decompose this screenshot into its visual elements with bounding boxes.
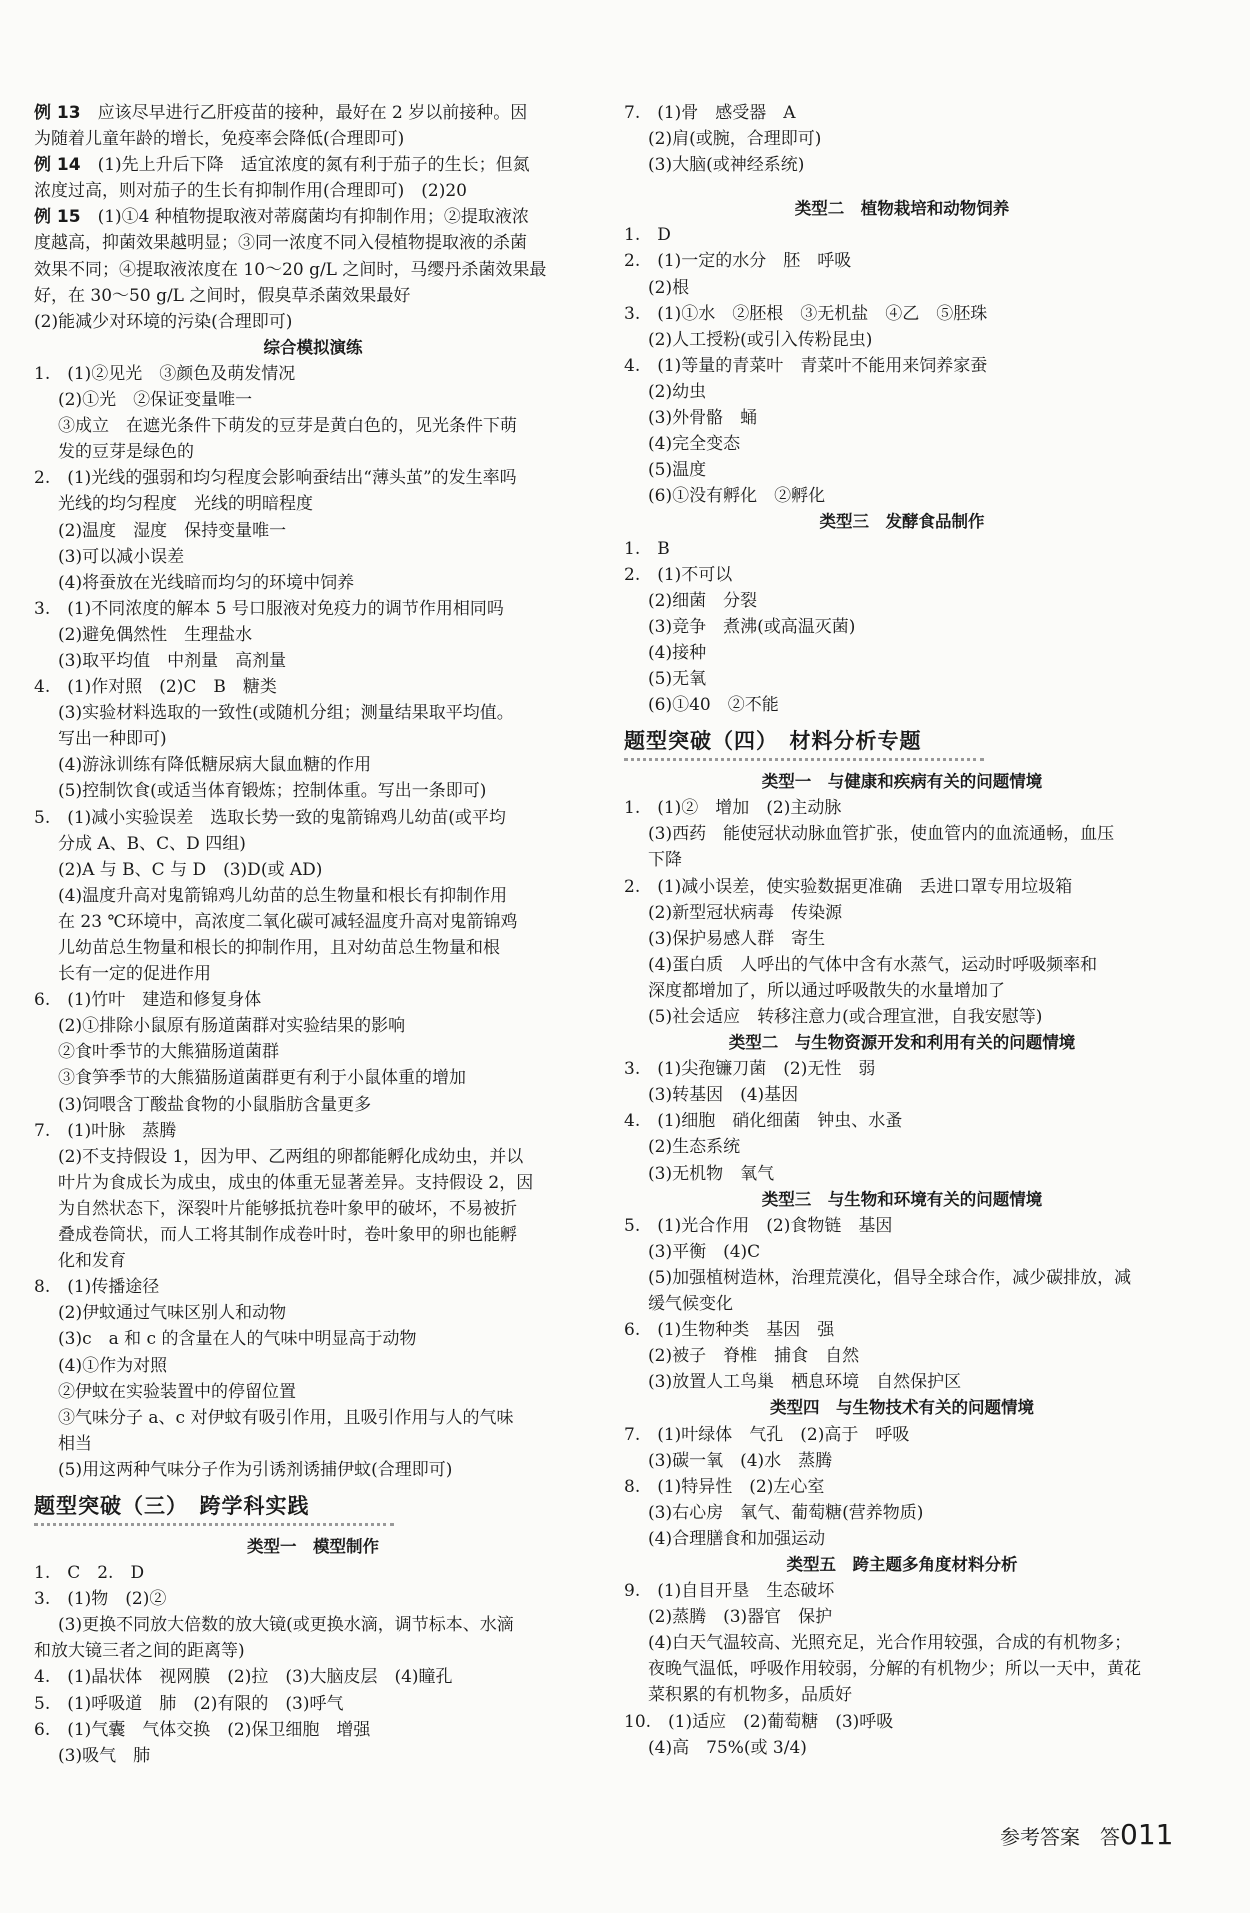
answer-subline: (6)①40 ②不能 [648, 695, 779, 716]
answer-subline: (4)白天气温较高、光照充足，光合作用较强，合成的有机物多； [648, 1633, 1132, 1654]
answer-line: 5. (1)减小实验误差 选取长势一致的鬼箭锦鸡儿幼苗(或平均 [34, 807, 506, 828]
answer-line: 6. (1)气囊 气体交换 (2)保卫细胞 增强 [34, 1719, 371, 1740]
answer-subline: (3)右心房 氧气、葡萄糖(营养物质) [648, 1502, 924, 1523]
answer-subline: 为自然状态下，深裂叶片能够抵抗卷叶象甲的破坏，不易被折 [58, 1198, 517, 1219]
answer-line: 8. (1)传播途径 [34, 1277, 160, 1298]
answer-subline: (4)温度升高对鬼箭锦鸡儿幼苗的总生物量和根长有抑制作用 [58, 885, 508, 906]
answer-subline: ③食笋季节的大熊猫肠道菌群更有利于小鼠体重的增加 [58, 1068, 466, 1089]
footer-label: 参考答案 答 [1000, 1825, 1120, 1849]
answer-line: 1. (1)② 增加 (2)主动脉 [624, 798, 842, 819]
answer-subline: 下降 [648, 850, 682, 871]
answer-subline: (3)西药 能使冠状动脉血管扩张，使血管内的血流通畅，血压 [648, 824, 1115, 845]
answer-subline: ③气味分子 a、c 对伊蚊有吸引作用，且吸引作用与人的气味 [58, 1407, 514, 1428]
page-footer [1000, 1818, 1173, 1851]
answer-line: 1. B [624, 538, 670, 559]
answer-subline: (2)肩(或腕，合理即可) [648, 129, 822, 150]
answer-subline: (3)饲喂含丁酸盐食物的小鼠脂肪含量更多 [58, 1094, 372, 1115]
answer-line: 3. (1)尖孢镰刀菌 (2)无性 弱 [624, 1059, 876, 1080]
answer-line: 3. (1)①水 ②胚根 ③无机盐 ④乙 ⑤胚珠 [624, 303, 988, 324]
answer-subline: (2)A 与 B、C 与 D (3)D(或 AD) [58, 859, 323, 880]
answer-subline: (3)无机物 氧气 [648, 1163, 775, 1184]
page-number: 011 [1120, 1818, 1174, 1851]
answer-line: 2. (1)不可以 [624, 564, 733, 585]
answer-subline: 叠成卷筒状，而人工将其制作成卷叶时，卷叶象甲的卵也能孵 [58, 1225, 517, 1246]
answer-subline: (4)蛋白质 人呼出的气体中含有水蒸气，运动时呼吸频率和 [648, 954, 1098, 975]
answer-line: 例 15 (1)①4 种植物提取液对蒂腐菌均有抑制作用；②提取液浓 [34, 207, 529, 228]
answer-line: 1. D [624, 225, 671, 246]
answer-subline: (4)①作为对照 [58, 1355, 168, 1376]
answer-subline: (3)取平均值 中剂量 高剂量 [58, 650, 287, 671]
answer-subline: (3)平衡 (4)C [648, 1241, 761, 1262]
answer-line: 4. (1)细胞 硝化细菌 钟虫、水蚤 [624, 1111, 903, 1132]
answer-line: 8. (1)特异性 (2)左心室 [624, 1476, 825, 1497]
answer-subline: ③成立 在遮光条件下萌发的豆芽是黄白色的，见光条件下萌 [58, 416, 517, 437]
answer-subline: (2)人工授粉(或引入传粉昆虫) [648, 329, 873, 350]
right-column [624, 100, 1180, 1761]
section-heading: 题型突破（四） 材料分析专题 [624, 724, 984, 761]
answer-subline: (3)吸气 肺 [58, 1745, 151, 1766]
answer-subline: (2)不支持假设 1，因为甲、乙两组的卵都能孵化成幼虫，并以 [58, 1146, 524, 1167]
subsection-heading: 类型二 植物栽培和动物饲养 [794, 199, 1010, 219]
answer-line: 7. (1)骨 感受器 A [624, 103, 796, 123]
answer-subline: 叶片为食成长为成虫，成虫的体重无显著差异。支持假设 2，因 [58, 1172, 534, 1193]
answer-subline: (2)幼虫 [648, 381, 707, 402]
answer-subline: 写出一种即可) [58, 729, 167, 750]
answer-subline: (4)游泳训练有降低糖尿病大鼠血糖的作用 [58, 755, 372, 776]
answer-line: 7. (1)叶脉 蒸腾 [34, 1120, 177, 1141]
answer-line: 效果不同；④提取液浓度在 10～20 g/L 之间时，马缨丹杀菌效果最 [34, 259, 547, 280]
answer-line: 6. (1)竹叶 建造和修复身体 [34, 990, 262, 1011]
answer-line: 3. (1)不同浓度的解本 5 号口服液对免疫力的调节作用相同吗 [34, 598, 504, 619]
answer-subline: (4)将蚕放在光线暗而均匀的环境中饲养 [58, 572, 355, 593]
answer-subline: 缓气候变化 [648, 1294, 733, 1315]
answer-subline: (3)外骨骼 蛹 [648, 408, 758, 429]
answer-subline: (2)伊蚊通过气味区别人和动物 [58, 1303, 287, 1324]
answer-subline: (5)社会适应 转移注意力(或合理宣泄，自我安慰等) [648, 1007, 1043, 1027]
subsection-heading: 类型五 跨主题多角度材料分析 [786, 1554, 1018, 1574]
answer-line: 度越高，抑菌效果越明显；③同一浓度不同入侵植物提取液的杀菌 [34, 233, 527, 254]
answer-subline: (2)生态系统 [648, 1137, 741, 1158]
answer-line: 1. (1)②见光 ③颜色及萌发情况 [34, 363, 296, 384]
answer-line: 4. (1)作对照 (2)C B 糖类 [34, 677, 277, 698]
answer-subline: (5)用这两种气味分子作为引诱剂诱捕伊蚊(合理即可) [58, 1459, 453, 1480]
subsection-heading: 类型二 与生物资源开发和利用有关的问题情境 [728, 1033, 1076, 1053]
answer-subline: (5)无氧 [648, 668, 707, 689]
answer-subline: (5)加强植树造林，治理荒漠化，倡导全球合作，减少碳排放，减 [648, 1267, 1132, 1288]
answer-subline: (3)实验材料选取的一致性(或随机分组；测量结果取平均值。 [58, 703, 514, 724]
subsection-heading: 综合模拟演练 [263, 337, 363, 357]
subsection-heading: 类型三 与生物和环境有关的问题情境 [761, 1189, 1043, 1209]
answer-subline: (2)根 [648, 277, 690, 298]
answer-subline: 在 23 ℃环境中，高浓度二氧化碳可减轻温度升高对鬼箭锦鸡 [58, 911, 518, 932]
answer-line: 7. (1)叶绿体 气孔 (2)高于 呼吸 [624, 1424, 910, 1445]
answer-subline: (4)合理膳食和加强运动 [648, 1528, 826, 1549]
answer-subline: (4)高 75%(或 3/4) [648, 1737, 807, 1758]
answer-line: 浓度过高，则对茄子的生长有抑制作用(合理即可) (2)20 [34, 181, 467, 202]
answer-line: 5. (1)光合作用 (2)食物链 基因 [624, 1215, 893, 1236]
answer-subline: ②伊蚊在实验装置中的停留位置 [58, 1381, 296, 1402]
answer-subline: (3)保护易感人群 寄生 [648, 928, 826, 949]
subsection-heading: 类型三 发酵食品制作 [819, 512, 985, 532]
answer-line: 好，在 30～50 g/L 之间时，假臭草杀菌效果最好 [34, 285, 411, 306]
answer-subline: (2)被子 脊椎 捕食 自然 [648, 1346, 860, 1367]
answer-subline: (3)碳一氧 (4)水 蒸腾 [648, 1450, 833, 1471]
answer-subline: 菜积累的有机物多，品质好 [648, 1685, 852, 1706]
answer-line: 1. C 2. D [34, 1563, 145, 1584]
answer-line: 9. (1)自目开垦 生态破坏 [624, 1581, 835, 1602]
answer-subline: (2)蒸腾 (3)器官 保护 [648, 1607, 833, 1628]
answer-subline: (3)更换不同放大倍数的放大镜(或更换水滴，调节标本、水滴 [58, 1615, 514, 1636]
answer-subline: (4)接种 [648, 642, 707, 663]
answer-subline: 儿幼苗总生物量和根长的抑制作用，且对幼苗总生物量和根 [58, 938, 500, 958]
answer-subline: 深度都增加了，所以通过呼吸散失的水量增加了 [648, 980, 1005, 1001]
answer-subline: (3)放置人工鸟巢 栖息环境 自然保护区 [648, 1372, 962, 1393]
answer-subline: 长有一定的促进作用 [58, 964, 211, 985]
answer-line: 2. (1)减小误差，使实验数据更准确 丢进口罩专用垃圾箱 [624, 876, 1073, 897]
answer-line: 4. (1)晶状体 视网膜 (2)拉 (3)大脑皮层 (4)瞳孔 [34, 1667, 453, 1688]
answer-subline: (3)c a 和 c 的含量在人的气味中明显高于动物 [58, 1329, 417, 1350]
answer-subline: 化和发育 [58, 1251, 126, 1272]
answer-line: 例 14 (1)先上升后下降 适宜浓度的氮有利于茄子的生长；但氮 [34, 155, 530, 176]
subsection-heading: 类型一 与健康和疾病有关的问题情境 [761, 772, 1043, 792]
answer-line: 5. (1)呼吸道 肺 (2)有限的 (3)呼气 [34, 1693, 344, 1714]
subsection-heading: 类型四 与生物技术有关的问题情境 [770, 1398, 1034, 1418]
answer-subline: 夜晚气温低，呼吸作用较弱，分解的有机物少；所以一天中，黄花 [648, 1659, 1141, 1680]
answer-subline: 分成 A、B、C、D 四组) [58, 833, 246, 854]
answer-subline: 发的豆芽是绿色的 [58, 442, 194, 463]
answer-line: (2)能减少对环境的污染(合理即可) [34, 311, 293, 332]
answer-subline: (2)新型冠状病毒 传染源 [648, 902, 843, 923]
section-heading: 题型突破（三） 跨学科实践 [34, 1489, 394, 1526]
answer-line: 3. (1)物 (2)② [34, 1589, 167, 1610]
answer-subline: (5)温度 [648, 460, 707, 481]
answer-line: 10. (1)适应 (2)葡萄糖 (3)呼吸 [624, 1711, 894, 1732]
answer-subline: (3)转基因 (4)基因 [648, 1085, 799, 1106]
answer-line: 6. (1)生物种类 基因 强 [624, 1320, 835, 1341]
answer-subline: (5)控制饮食(或适当体育锻炼；控制体重。写出一条即可) [58, 781, 487, 802]
left-column [34, 100, 592, 1769]
answer-subline: 相当 [58, 1433, 92, 1454]
answer-subline: (2)①排除小鼠原有肠道菌群对实验结果的影响 [58, 1016, 406, 1037]
answer-subline: (2)细菌 分裂 [648, 590, 758, 611]
answer-subline: (3)可以减小误差 [58, 546, 185, 567]
answer-subline: (6)①没有孵化 ②孵化 [648, 486, 826, 507]
answer-line: 和放大镜三者之间的距离等) [34, 1641, 245, 1662]
answer-subline: (3)大脑(或神经系统) [648, 155, 805, 176]
answer-subline: (2)避免偶然性 生理盐水 [58, 624, 253, 645]
answer-subline: (2)①光 ②保证变量唯一 [58, 390, 253, 411]
spacer [624, 178, 1180, 196]
answer-subline: ②食叶季节的大熊猫肠道菌群 [58, 1042, 279, 1063]
answer-line: 为随着儿童年龄的增长，免疫率会降低(合理即可) [34, 129, 405, 150]
answer-subline: (4)完全变态 [648, 434, 741, 455]
answer-subline: (3)竞争 煮沸(或高温灭菌) [648, 616, 856, 637]
answer-line: 2. (1)一定的水分 胚 呼吸 [624, 251, 852, 272]
answer-subline: (2)温度 湿度 保持变量唯一 [58, 520, 287, 541]
answer-subline: 光线的均匀程度 光线的明暗程度 [58, 494, 313, 515]
answer-line: 例 13 应该尽早进行乙肝疫苗的接种，最好在 2 岁以前接种。因 [34, 103, 528, 123]
subsection-heading: 类型一 模型制作 [247, 1536, 379, 1556]
answer-line: 4. (1)等量的青菜叶 青菜叶不能用来饲养家蚕 [624, 355, 988, 376]
answer-line: 2. (1)光线的强弱和均匀程度会影响蚕结出“薄头茧”的发生率吗 [34, 468, 517, 489]
